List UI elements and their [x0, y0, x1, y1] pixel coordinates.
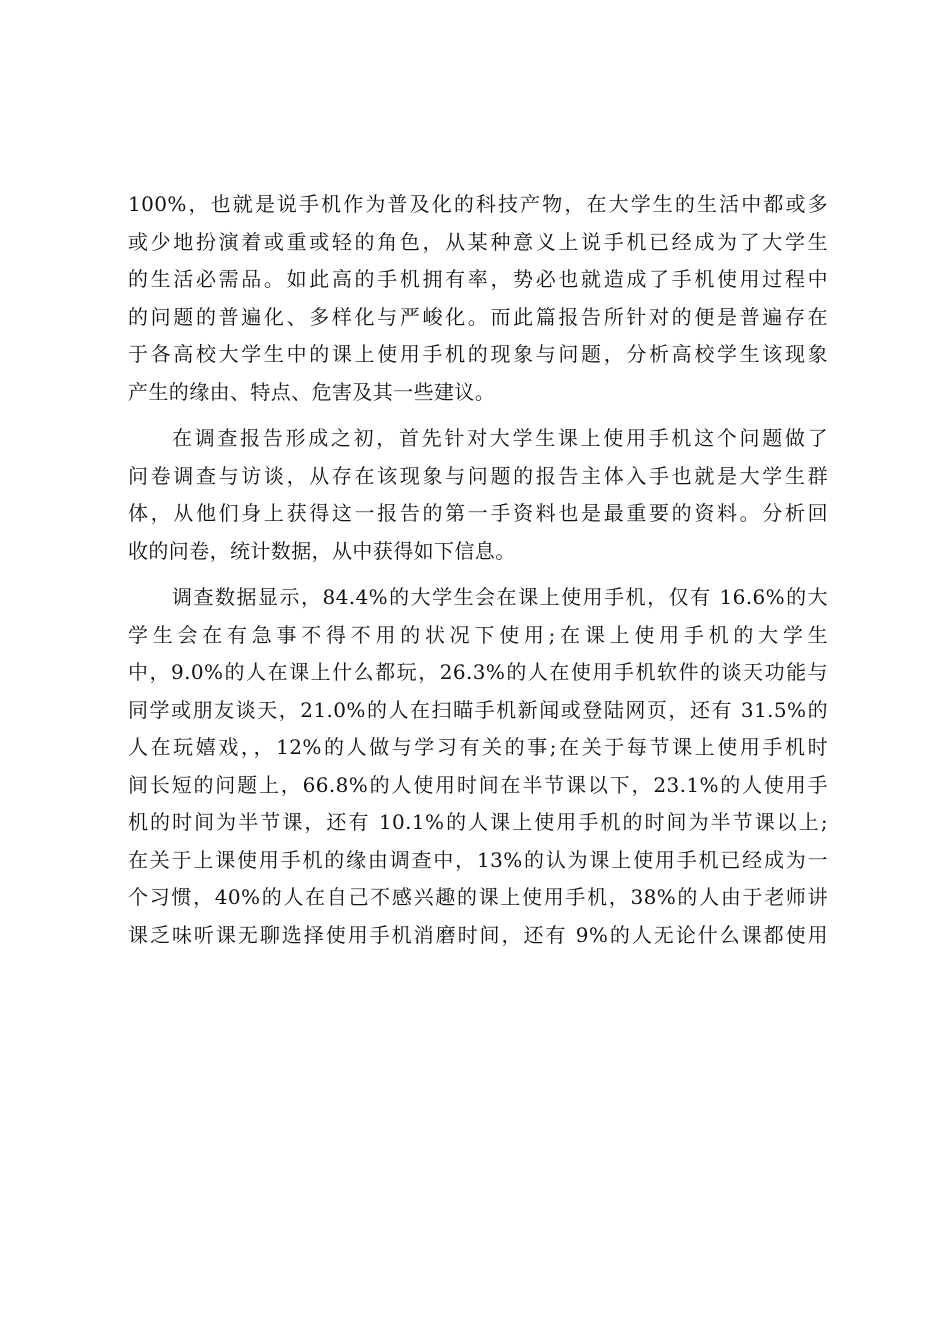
- text-line: 间长短的问题上，66.8%的人使用时间在半节课以下，23.1%的人使用手: [128, 772, 828, 797]
- body-text: [128, 186, 828, 954]
- text-line: 学生会在有急事不得不用的状况下使用;在课上使用手机的大学生: [128, 622, 828, 647]
- text-line: 产生的缘由、特点、危害及其一些建议。: [128, 379, 496, 404]
- text-line: 的生活必需品。如此高的手机拥有率，势必也就造成了手机使用过程中: [128, 267, 828, 291]
- text-line: 调查数据显示，84.4%的大学生会在课上使用手机，仅有 16.6%的大: [172, 585, 828, 609]
- text-line: 中，9.0%的人在课上什么都玩，26.3%的人在使用手机软件的谈天功能与: [128, 660, 828, 684]
- text-line: 个习惯，40%的人在自己不感兴趣的课上使用手机，38%的人由于老师讲: [128, 885, 828, 909]
- text-line: 收的问卷，统计数据，从中获得如下信息。: [128, 538, 516, 563]
- paragraph-2: [128, 420, 828, 570]
- text-line: 于各高校大学生中的课上使用手机的现象与问题，分析高校学生该现象: [128, 342, 828, 366]
- text-line: 体，从他们身上获得这一报告的第一手资料也是最重要的资料。分析回: [128, 501, 828, 525]
- text-line: 问卷调查与访谈，从存在该现象与问题的报告主体入手也就是大学生群: [128, 463, 828, 488]
- text-line: 同学或朋友谈天，21.0%的人在扫瞄手机新闻或登陆网页，还有 31.5%的: [128, 697, 828, 722]
- text-line: 的问题的普遍化、多样化与严峻化。而此篇报告所针对的便是普遍存在: [128, 304, 828, 329]
- text-line: 课乏味听课无聊选择使用手机消磨时间，还有 9%的人无论什么课都使用: [128, 922, 828, 947]
- paragraph-gap: [128, 570, 828, 579]
- text-line: 人在玩嬉戏，，12%的人做与学习有关的事;在关于每节课上使用手机时: [128, 735, 828, 759]
- text-line: 或少地扮演着或重或轻的角色，从某种意义上说手机已经成为了大学生: [128, 229, 828, 254]
- text-line: 100%，也就是说手机作为普及化的科技产物，在大学生的生活中都或多: [128, 192, 828, 216]
- paragraph-1: [128, 186, 828, 411]
- text-line: 在关于上课使用手机的缘由调查中，13%的认为课上使用手机已经成为一: [128, 847, 828, 872]
- paragraph-gap: [128, 411, 828, 420]
- paragraph-3: [128, 579, 828, 954]
- text-line: 机的时间为半节课，还有 10.1%的人课上使用手机的时间为半节课以上;: [128, 810, 828, 834]
- text-line: 在调查报告形成之初，首先针对大学生课上使用手机这个问题做了: [172, 426, 828, 450]
